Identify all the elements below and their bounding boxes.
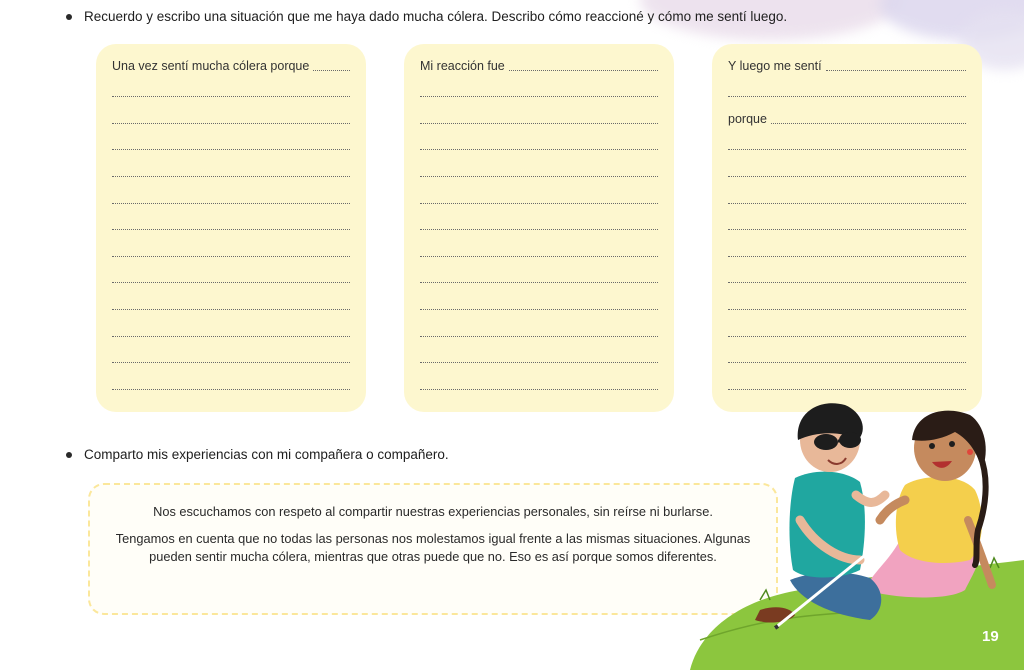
prompt-label: porque — [728, 111, 767, 126]
instruction-text: Recuerdo y escribo una situación que me haya dado mucha cólera. Describo cómo reaccioné y cómo me sentí luego. — [84, 9, 788, 24]
prompt-label: Y luego me sentí — [728, 58, 822, 73]
boy-figure — [755, 403, 890, 628]
note-paragraph: Nos escuchamos con respeto al compartir nuestras experiencias personales, sin reírse ni burlarse. — [153, 504, 713, 519]
prompt-label: Mi reacción fue — [420, 58, 505, 73]
instruction-text: Comparto mis experiencias con mi compañera o compañero. — [84, 447, 449, 462]
prompt-label: Una vez sentí mucha cólera porque — [112, 58, 310, 73]
girl-figure — [865, 411, 992, 598]
page-number: 19 — [982, 628, 999, 645]
note-paragraph: Tengamos en cuenta que no todas las personas nos molestamos igual frente a las mismas situaciones. Algunas pueden sentir mucha cólera, mientras que otras puede que no. Eso es así porque somos diferentes. — [115, 531, 751, 564]
